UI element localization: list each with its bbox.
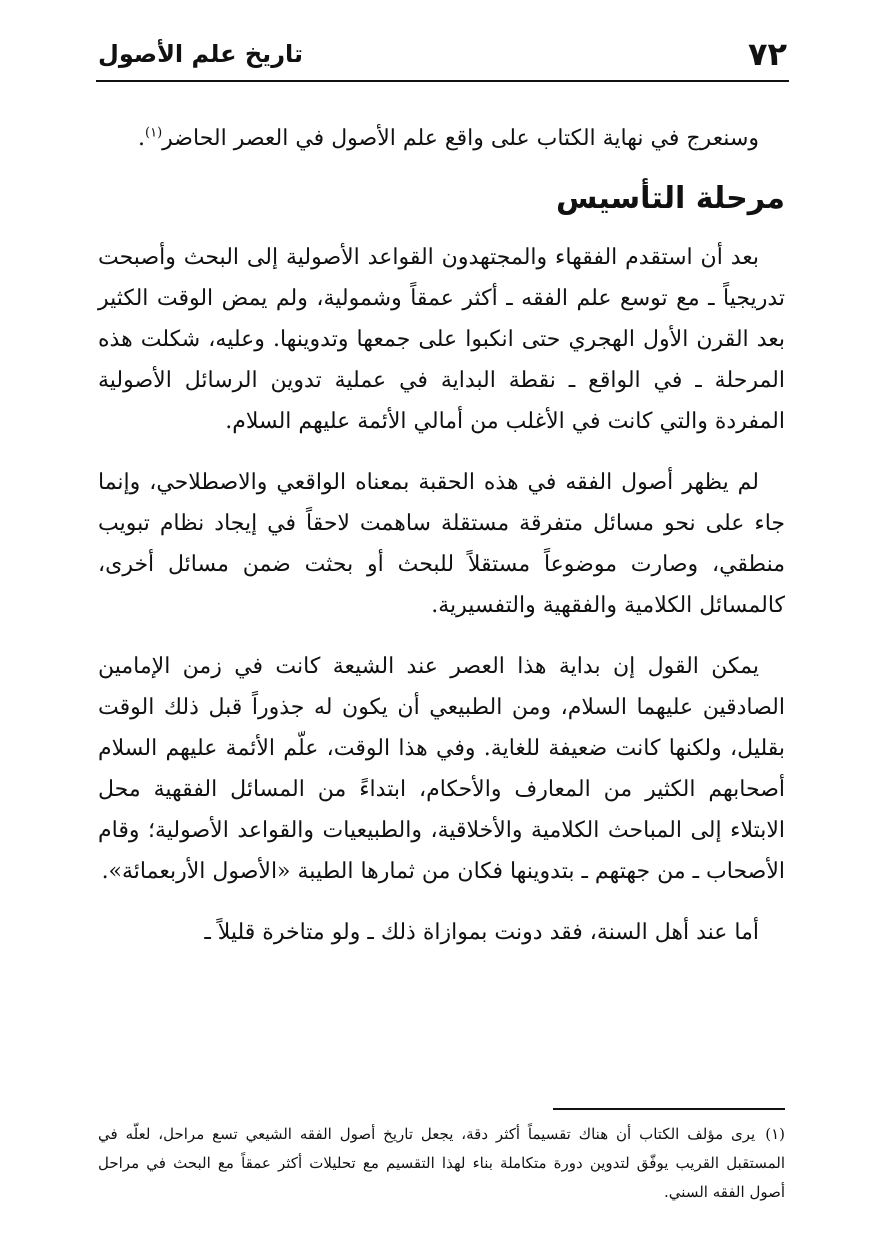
footnote-text: يرى مؤلف الكتاب أن هناك تقسيماً أكثر دقة، يجعل تاريخ أصول الفقه الشيعي تسع مراحل، لعلّه في المستقبل القريب يوفّق لتدوين دورة متكاملة بناء لهذا التقسيم مع تحليلات أكثر عمقاً مع البحث في مراحل أصول الفقه السني. — [98, 1125, 785, 1201]
footnotes — [98, 1120, 785, 1207]
footnote — [98, 1120, 785, 1207]
page-number: ٧٢ — [747, 35, 787, 73]
paragraph-sunni: أما عند أهل السنة، فقد دونت بموازاة ذلك ـ ولو متاخرة قليلاً ـ — [204, 920, 759, 945]
paragraph-shia-beginning: يمكن القول إن بداية هذا العصر عند الشيعة كانت في زمن الإمامين الصادقين عليهما السلام، ومن الطبيعي أن يكون له جذوراً قبل ذلك الوقت بقليل، ولكنها كانت ضعيفة للغاية. وفي هذا الوقت، علّم الأئمة عليهم السلام أصحابهم الكثير من المعارف والأحكام، ابتداءً من المسائل الفقهية محل الابتلاء إلى المباحث الكلامية والأخلاقية، والطبيعيات والقواعد الأصولية؛ وقام الأصحاب ـ من جهتهم ـ بتدوينها فكان من ثمارها الطيبة «الأصول الأربعمائة». — [98, 654, 785, 884]
paragraph-intro — [98, 118, 785, 159]
section-heading: مرحلة التأسيس — [556, 181, 785, 216]
footnote-reference: (١) — [145, 125, 163, 141]
header-rule — [96, 80, 789, 82]
main-text — [98, 118, 785, 967]
footnote-rule — [553, 1108, 785, 1110]
paragraph-founding: بعد أن استقدم الفقهاء والمجتهدون القواعد الأصولية إلى البحث وأصبحت تدريجياً ـ مع توسع علم الفقه ـ أكثر عمقاً وشمولية، ولم يمض الوقت الكثير بعد القرن الأول الهجري حتى انكبوا على جمعها وتدوينها. وعليه، شكلت هذه المرحلة ـ في الواقع ـ نقطة البداية في عملية تدوين الرسائل الأصولية المفردة والتي كانت في الأغلب من أمالي الأئمة عليهم السلام. — [98, 245, 785, 434]
footnote-marker: (١) — [765, 1125, 785, 1143]
paragraph-intro-text: وسنعرج في نهاية الكتاب على واقع علم الأصول في العصر الحاضر — [162, 126, 759, 151]
running-title: تاريخ علم الأصول — [98, 40, 304, 68]
paragraph-intro-end: . — [138, 126, 146, 151]
paragraph-usul-emergence: لم يظهر أصول الفقه في هذه الحقبة بمعناه الواقعي والاصطلاحي، وإنما جاء على نحو مسائل متفرقة مستقلة ساهمت لاحقاً في إيجاد نظام تبويب منطقي، وصارت موضوعاً مستقلاً للبحث أو بحثت ضمن مسائل أخرى، كالمسائل الكلامية والفقهية والتفسيرية. — [98, 470, 785, 618]
page-header — [98, 30, 787, 78]
